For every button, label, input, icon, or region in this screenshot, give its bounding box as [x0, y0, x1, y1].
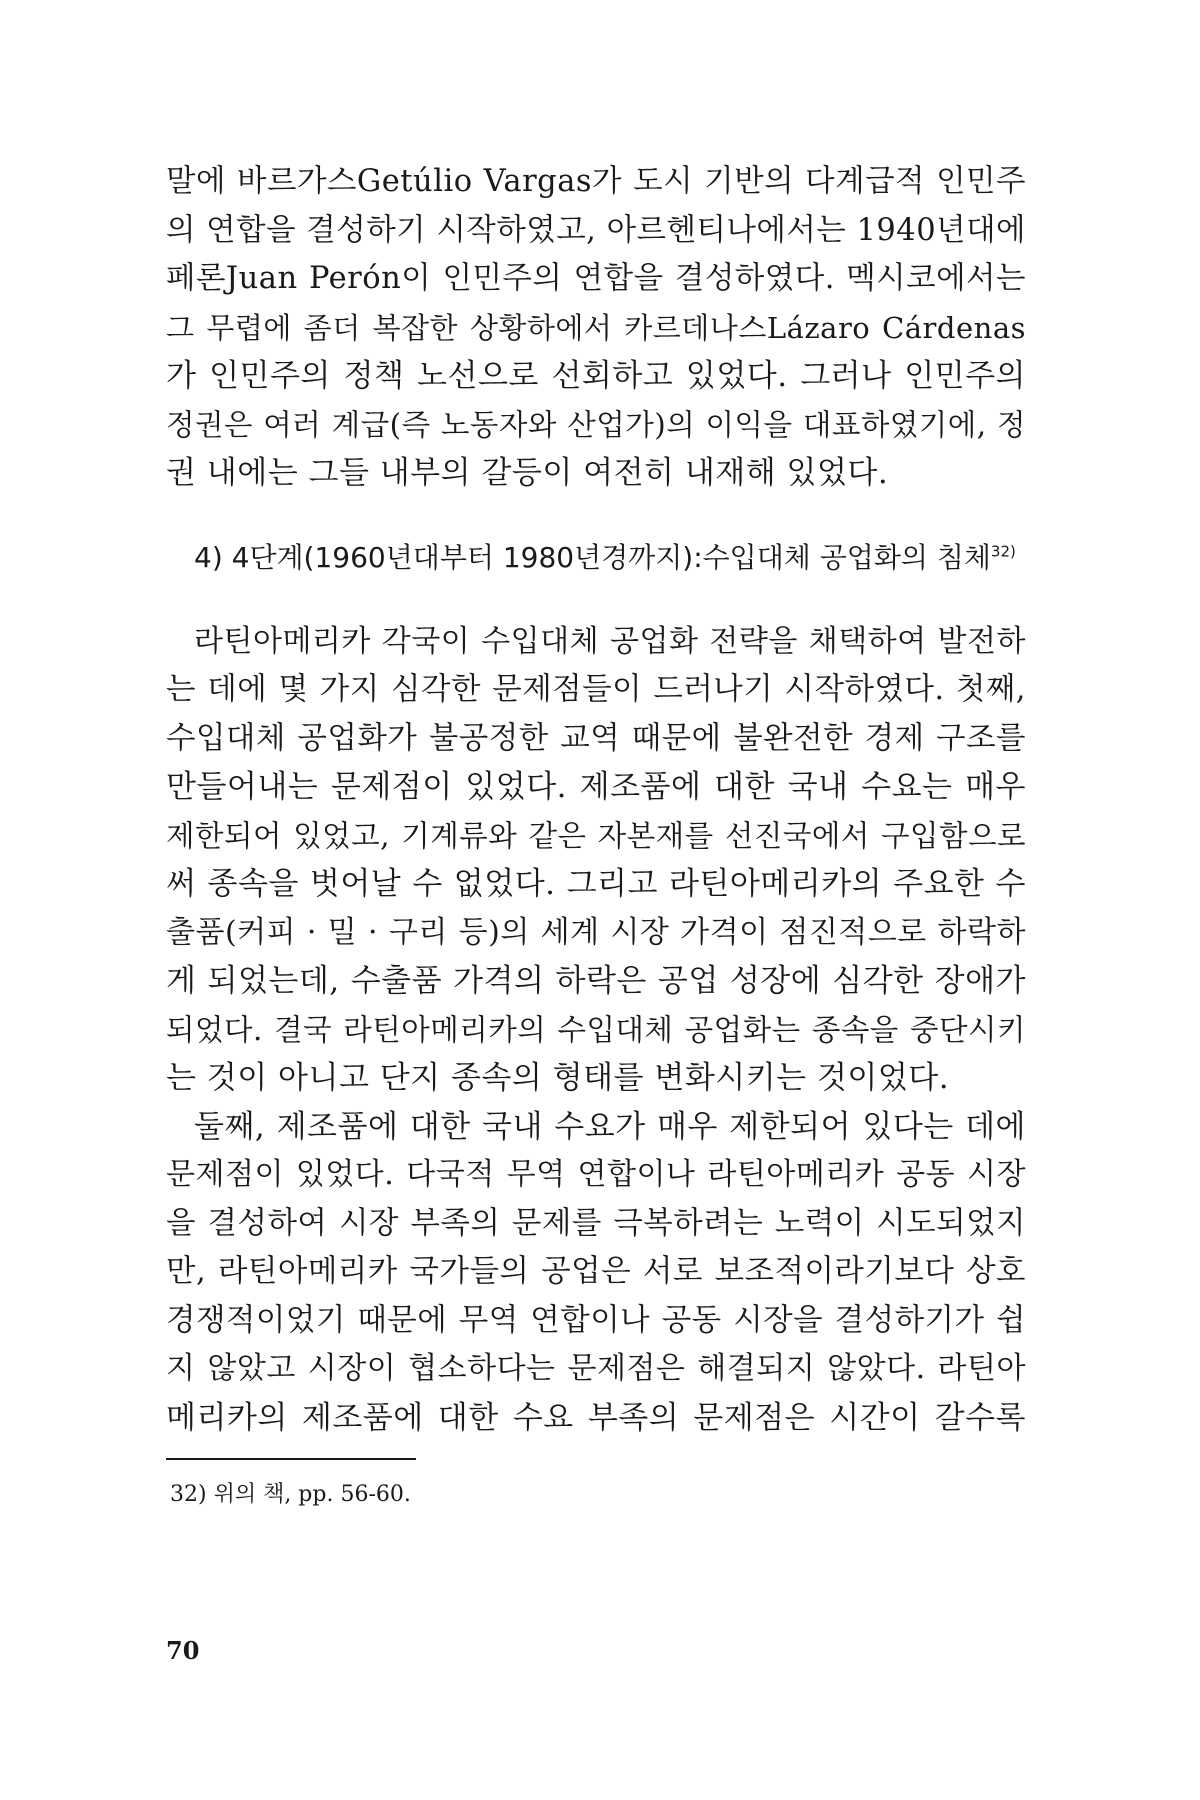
- page-body: [166, 158, 1026, 1512]
- footnote: 32) 위의 책, pp. 56-60.: [170, 1482, 411, 1507]
- text-line: 둘째, 제조품에 대한 국내 수요가 매우 제한되어 있다는 데에: [194, 1108, 1026, 1145]
- text-line: 는 것이 아니고 단지 종속의 형태를 변화시키는 것이었다.: [166, 1060, 950, 1096]
- text-line: 그 무렵에 좀더 복잡한 상황하에서 카르데나스Lázaro Cárdenas: [166, 310, 1026, 345]
- text-line: 메리카의 제조품에 대한 수요 부족의 문제점은 시간이 갈수록: [166, 1399, 1026, 1436]
- text-line: 는 데에 몇 가지 심각한 문제점들이 드러나기 시작하였다. 첫째,: [166, 672, 1026, 707]
- text-line: 만, 라틴아메리카 국가들의 공업은 서로 보조적이라기보다 상호: [166, 1254, 1026, 1289]
- text-line: 출품(커피 · 밀 · 구리 등)의 세계 시장 가격이 점진적으로 하락하: [166, 914, 1026, 950]
- text-line: 만들어내는 문제점이 있었다. 제조품에 대한 국내 수요는 매우: [166, 769, 1026, 805]
- text-line: 가 인민주의 정책 노선으로 선회하고 있었다. 그러나 인민주의: [166, 358, 1026, 394]
- text-line: 게 되었는데, 수출품 가격의 하락은 공업 성장에 심각한 장애가: [166, 963, 1026, 999]
- text-line: 제한되어 있었고, 기계류와 같은 자본재를 선진국에서 구입함으로: [166, 818, 1026, 853]
- text-line: 을 결성하여 시장 부족의 문제를 극복하려는 노력이 시도되었지: [166, 1205, 1026, 1241]
- text-line: 정권은 여러 계급(즉 노동자와 산업가)의 이익을 대표하였기에, 정: [166, 407, 1026, 442]
- section-heading-text: 4) 4단계(1960년대부터 1980년경까지):수입대체 공업화의 침체: [194, 540, 991, 574]
- text-line: 경쟁적이었기 때문에 무역 연합이나 공동 시장을 결성하기가 쉽: [166, 1302, 1026, 1338]
- section-heading: [166, 534, 1026, 582]
- text-line: 지 않았고 시장이 협소하다는 문제점은 해결되지 않았다. 라틴아: [166, 1351, 1026, 1386]
- text-line: 말에 바르가스Getúlio Vargas가 도시 기반의 다계급적 인민주: [166, 164, 1026, 199]
- paragraph-2: [166, 1103, 1026, 1443]
- text-line: 라틴아메리카 각국이 수입대체 공업화 전략을 채택하여 발전하: [194, 623, 1026, 659]
- text-line: 권 내에는 그들 내부의 갈등이 여전히 내재해 있었다.: [166, 455, 889, 491]
- text-line: 페론Juan Perón이 인민주의 연합을 결성하였다. 멕시코에서는: [166, 261, 1026, 296]
- paragraph-intro: [166, 158, 1026, 498]
- text-line: 의 연합을 결성하기 시작하였고, 아르헨티나에서는 1940년대에: [166, 212, 1026, 248]
- footnote-reference: 32): [990, 542, 1016, 561]
- text-line: 문제점이 있었다. 다국적 무역 연합이나 라틴아메리카 공동 시장: [166, 1157, 1026, 1192]
- text-line: 수입대체 공업화가 불공정한 교역 때문에 불완전한 경제 구조를: [166, 720, 1026, 756]
- text-line: 써 종속을 벗어날 수 없었다. 그리고 라틴아메리카의 주요한 수: [166, 866, 1026, 902]
- footnote-divider: [166, 1458, 416, 1460]
- paragraph-1: [166, 618, 1026, 1103]
- page-number: 70: [166, 1636, 200, 1665]
- text-line: 되었다. 결국 라틴아메리카의 수입대체 공업화는 종속을 중단시키: [166, 1012, 1026, 1047]
